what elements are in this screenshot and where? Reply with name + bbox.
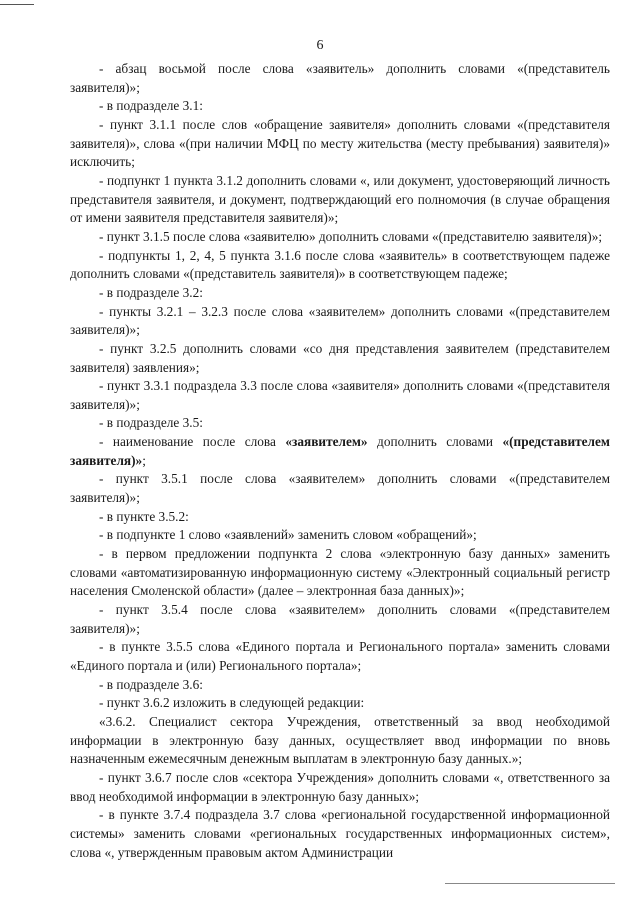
paragraph: - пункт 3.6.7 после слов «сектора Учреждения» дополнить словами «, ответственного за ввод необходимой информации в электронную базу данных»; [70, 769, 610, 804]
paragraph: - подпункт 1 пункта 3.1.2 дополнить словами «, или документ, удостоверяющий личность представителя заявителя, и документ, подтверждающий его полномочия (в случае обращения от имени заявителя представителя заявителя)»; [70, 172, 610, 226]
paragraph: - в первом предложении подпункта 2 слова «электронную базу данных» заменить словами «автоматизированную информационную систему «Электронный социальный регистр населения Смоленской области» (далее – электронная база данных)»; [70, 546, 610, 599]
paragraph: - абзац восьмой после слова «заявитель» дополнить словами «(представитель заявителя)»; [70, 61, 610, 95]
bottom-rule [445, 883, 615, 884]
paragraph: - подпункты 1, 2, 4, 5 пункта 3.1.6 после слова «заявитель» в соответствующем падеже дополнить словами «(представитель заявителя)» в соответствующем падеже; [70, 247, 610, 282]
paragraph: - в пункте 3.5.5 слова «Единого портала и Регионального портала» заменить словами «Единого портала и (или) Регионального портала»; [70, 639, 610, 673]
paragraph: - в подразделе 3.2: [99, 284, 203, 300]
top-rule [0, 4, 34, 5]
page-number: 6 [316, 38, 324, 53]
paragraph: «3.6.2. Специалист сектора Учреждения, ответственный за ввод необходимой информации в электронную базу данных, осуществляет ввод информации по вновь назначенным ежемесячным денежным выплатам в электронную базу данных.»; [70, 713, 610, 767]
paragraph: - в подпункте 1 слово «заявлений» заменить словом «обращений»; [99, 527, 477, 543]
paragraph: - в подразделе 3.1: [99, 98, 203, 114]
document-body [70, 60, 610, 862]
paragraph: - пункт 3.1.5 после слова «заявителю» дополнить словами «(представителю заявителя)»; [99, 228, 603, 244]
paragraph: - пункт 3.5.4 после слова «заявителем» дополнить словами «(представителем заявителя)»; [70, 602, 610, 636]
paragraph: - пункт 3.1.1 после слов «обращение заявителя» дополнить словами «(представителя заявителя)», слова «(при наличии МФЦ по месту жительства (месту пребывания) заявителя)» исключить; [70, 116, 610, 170]
paragraph-text: - наименование после слова [99, 434, 286, 450]
paragraph: - в подразделе 3.6: [99, 676, 203, 692]
paragraph: - в пункте 3.5.2: [99, 508, 189, 524]
bold-text: «заявителем» [285, 434, 368, 450]
paragraph: - пункт 3.2.5 дополнить словами «со дня представления заявителем (представителем заявителя) заявления»; [70, 340, 610, 375]
paragraph: - в пункте 3.7.4 подраздела 3.7 слова «региональной государственной информационной системы» заменить словами «региональных государственных информационных систем», слова «, утвержденным правовым актом Администрации [70, 807, 610, 860]
paragraph: - пункт 3.5.1 после слова «заявителем» дополнить словами «(представителем заявителя)»; [70, 471, 610, 506]
paragraph: - пункты 3.2.1 – 3.2.3 после слова «заявителем» дополнить словами «(представителем заявителя)»; [70, 303, 610, 338]
paragraph-text: дополнить словами [367, 434, 503, 450]
paragraph-text: ; [142, 452, 146, 468]
paragraph: - в подразделе 3.5: [99, 415, 203, 431]
paragraph: - пункт 3.6.2 изложить в следующей редакции: [99, 695, 365, 711]
paragraph-mixed [70, 433, 610, 470]
bold-text: «(представителем заявителя)» [70, 434, 610, 468]
paragraph: - пункт 3.3.1 подраздела 3.3 после слова «заявителя» дополнить словами «(представителя заявителя)»; [70, 378, 610, 412]
